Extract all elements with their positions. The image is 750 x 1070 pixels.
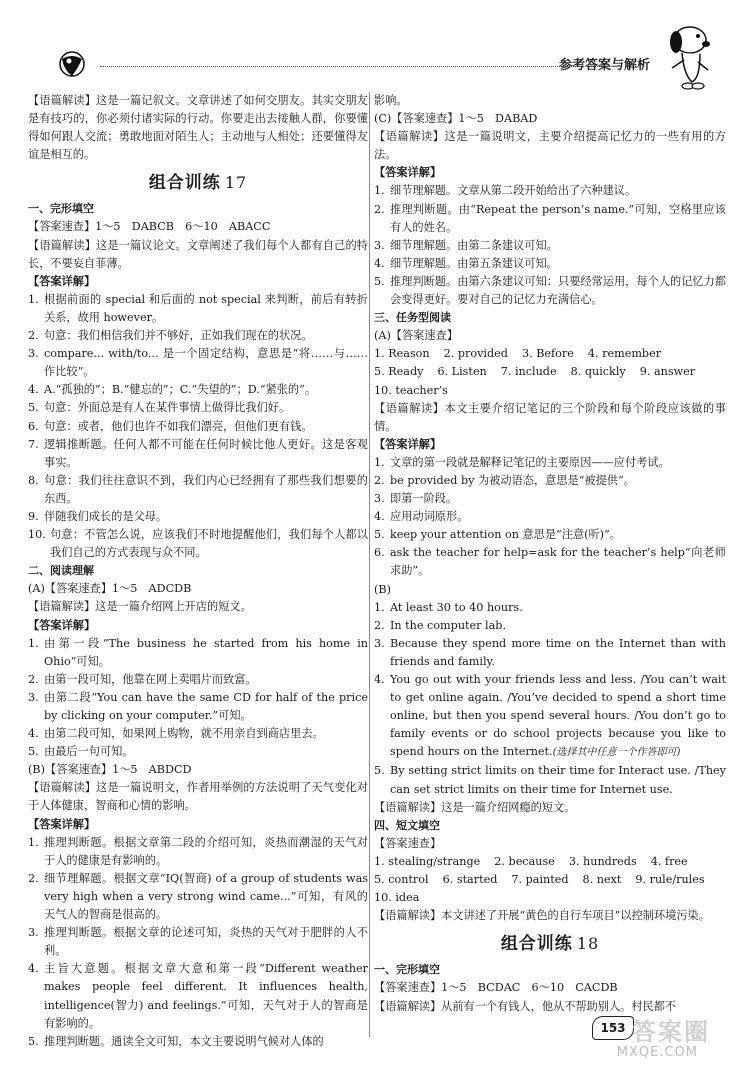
list-item: 4. 主旨大意题。根据文章大意和第一段“Different weather makes people feel different. It influences health, intelligence(智力) and feelings.”可知，天气对于人的智商是有影响的。 — [28, 962, 368, 1030]
task-a-explanations — [374, 454, 726, 581]
task-a-answers-row-2: 5. Ready 6. Listen 7. include 8. quickly 9. answer — [374, 365, 696, 379]
list-item: 1. 由第一段“The business he started from his home in Ohio”可知。 — [28, 636, 368, 668]
list-item: 3. compare... with/to... 是一个固定结构，意思是“将……与……作比较”。 — [28, 347, 368, 379]
list-item: 4. 由第二段可知，如果网上购物，就不用亲自到商店里去。 — [28, 727, 324, 741]
intro-passage: 【语篇解读】这是一篇记叙文。文章讲述了如何交朋友。其实交朋友是有技巧的，你必须付诸实际的行动。你要走出去接触人群，你要懂得如何跟人交流；勇敢地面对陌生人；主动地与人相处；还要懂得友谊是相互的。 — [28, 94, 368, 162]
list-item: 1. At least 30 to 40 hours. — [374, 600, 523, 614]
list-item: 3. 由第二段“You can have the same CD for half of the price by clicking on your computer.”可知。 — [28, 690, 368, 722]
task-a-answers-row-1: 1. Reason 2. provided 3. Before 4. remember — [374, 347, 662, 361]
list-item: 3. Because they spend more time on the Internet than with friends and family. — [374, 636, 726, 668]
list-item: 2. 推理判断题。由“Repeat the person’s name.”可知，空格里应该有人的姓名。 — [374, 202, 726, 234]
header-title: 参考答案与解析 — [558, 58, 650, 73]
cloze-detail-label: 【答案详解】 — [28, 274, 96, 288]
list-item: 1. 根据前面的 special 和后面的 not special 来判断，前后有转折关系，故用 however。 — [28, 292, 368, 324]
list-item: 4. You go out with your friends less and less. /You can’t wait to get online again. /You’ve decided to spend a short time online, but then you spend several hours. /You don’t go to family events or do school projects because you like to spend hours on the Internet.(选择其中任意一个作答即可) — [374, 673, 726, 759]
reading-b-answers: (B)【答案速查】1～5 ABDCD — [28, 763, 192, 777]
list-item: 3. 细节理解题。由第二条建议可知。 — [374, 238, 558, 252]
watermark-url: MXQE.COM — [616, 1045, 698, 1060]
list-item: 3. 即第一阶段。 — [374, 492, 458, 506]
list-item: 5. 句意：外面总是有人在某件事情上做得比我们好。 — [28, 401, 291, 415]
list-item: 4. 细节理解题。由第五条建议可知。 — [374, 256, 558, 270]
list-item: 8. 句意：我们往往意识不到，我们内心已经拥有了那些我们想要的东西。 — [28, 473, 368, 505]
fill-blank-answers-label: 【答案速查】 — [374, 836, 442, 850]
fill-blank-row-3: 10. idea — [374, 891, 420, 905]
list-item: 10. 句意：不管怎么说，应该我们不时地提醒他们，我们每个人都以我们自己的方式表现与众不同。 — [28, 528, 368, 560]
task-a-note: 【语篇解读】本文主要介绍记笔记的三个阶段和每个阶段应该做的事情。 — [374, 401, 726, 433]
reading-a-note: 【语篇解读】这是一篇介绍网上开店的短文。 — [28, 600, 252, 614]
list-item: 5. keep your attention on 意思是“注意(听)”。 — [374, 528, 621, 542]
task-b-note: 【语篇解读】这是一篇介绍网瘾的短文。 — [374, 800, 576, 814]
page-number: 153 — [592, 1016, 634, 1040]
task-b-label: (B) — [374, 582, 391, 596]
snoopy-mascot-icon — [654, 20, 724, 100]
list-item: 5. By setting strict limits on their time for Interact use. /They can set strict limits on their time for Internet use. — [374, 764, 726, 796]
fill-blank-row-2: 5. control 6. started 7. painted 8. next 9. rule/rules — [374, 873, 705, 887]
cloze-note-18: 【语篇解读】从前有一个有钱人，他从不帮助别人。村民都不 — [374, 999, 677, 1013]
reading-c-detail-label: 【答案详解】 — [374, 166, 442, 180]
reading-a-answers: (A)【答案速查】1～5 ADCDB — [28, 582, 192, 596]
cloze-explanations — [28, 291, 368, 562]
section-heading-18 — [374, 931, 726, 957]
reading-c-note: 【语篇解读】这是一篇说明文，主要介绍提高记忆力的一些有用的方法。 — [374, 130, 726, 162]
list-item: 1. 细节理解题。文章从第二段开始给出了六种建议。 — [374, 184, 637, 198]
task-b-answers — [374, 599, 726, 799]
list-item: 5. 推理判断题。通读全文可知，本文主要说明气候对人体的 — [28, 1034, 324, 1048]
list-item: 5. 推理判断题。由第六条建议可知：只要经常运用，每个人的记忆力都会变得更好。要对自己的记忆力充满信心。 — [374, 274, 726, 307]
list-item: 2. 句意：我们相信我们并不够好，正如我们现在的状况。 — [28, 329, 313, 343]
list-item: 4. A.“孤独的”；B.“健忘的”；C.“失望的”；D.“紧张的”。 — [28, 383, 317, 397]
header-rule — [100, 66, 610, 67]
ball-icon — [58, 50, 86, 78]
heading-number: 17 — [224, 173, 248, 193]
list-item: 2. 细节理解题。根据文章“IQ(智商) of a group of students was very high when a very strong wind came...”可知，有风的天气人的智商是很高的。 — [28, 871, 368, 922]
list-item: 6. 句意：或者，他们也许不如我们漂亮，但他们更有钱。 — [28, 419, 313, 433]
cloze-passage-note: 【语篇解读】这是一篇议论文。文章阐述了我们每个人都有自己的特长，不要妄自菲薄。 — [28, 238, 368, 270]
reading-a-explanations — [28, 635, 368, 762]
reading-c-explanations — [374, 182, 726, 309]
task-a-answers-row-3: 10. teacher’s — [374, 383, 448, 397]
cloze-answers: 【答案速查】1～5 DABCB 6～10 ABACC — [28, 220, 271, 234]
heading-text: 组合训练 — [148, 173, 221, 194]
left-column — [28, 92, 368, 1051]
column-divider — [369, 92, 370, 1037]
reading-c-answers: (C)【答案速查】1～5 DABAD — [374, 112, 538, 126]
cloze-answers-18: 【答案速查】1～5 BCDAC 6～10 CACDB — [374, 981, 618, 995]
list-item: 1. 推理判断题。根据文章第二段的介绍可知，炎热而潮湿的天气对于人的健康是有影响的。 — [28, 835, 368, 867]
list-item: 2. In the computer lab. — [374, 618, 507, 632]
continued-text: 影响。 — [374, 94, 408, 107]
reading-b-detail-label: 【答案详解】 — [28, 817, 96, 831]
answer-note: (选择其中任意一个作答即可) — [552, 747, 681, 759]
list-item: 4. 应用动词原形。 — [374, 510, 469, 524]
list-item: 2. 由第一段可知，他靠在网上卖唱片而致富。 — [28, 672, 257, 686]
fill-blank-heading: 四、短文填空 — [374, 818, 440, 832]
task-a-answers-label: (A)【答案速查】 — [374, 329, 458, 343]
reading-b-note: 【语篇解读】这是一篇说明文，作者用举例的方法说明了天气变化对于人体健康，智商和心情的影响。 — [28, 781, 368, 813]
cloze-heading-18: 一、完形填空 — [374, 963, 440, 977]
watermark-logo: 答案圈 — [632, 1018, 710, 1046]
list-item: 5. 由最后一句可知。 — [28, 745, 134, 759]
cloze-heading: 一、完形填空 — [28, 202, 94, 216]
list-item: 9. 伴随我们成长的是父母。 — [28, 509, 168, 523]
reading-heading: 二、阅读理解 — [28, 564, 94, 578]
right-column — [374, 92, 726, 1016]
list-item: 6. ask the teacher for help=ask for the teacher’s help“向老师求助”。 — [374, 546, 726, 578]
fill-blank-row-1: 1. stealing/strange 2. because 3. hundreds 4. free — [374, 854, 688, 868]
fill-blank-note: 【语篇解读】本文讲述了开展“黄色的自行车项目”以控制环境污染。 — [374, 909, 710, 923]
page-header — [40, 40, 730, 100]
task-a-detail-label: 【答案详解】 — [374, 437, 442, 451]
list-item: 7. 逻辑推断题。任何人都不可能在任何时候比他人更好。这是客观事实。 — [28, 437, 368, 469]
section-heading-17 — [28, 170, 368, 196]
heading-number: 18 — [576, 934, 600, 954]
list-item: 3. 推理判断题。根据文章的论述可知，炎热的天气对于肥胖的人不利。 — [28, 926, 368, 958]
list-item: 1. 文章的第一段就是解释记笔记的主要原因——应付考试。 — [374, 455, 670, 469]
reading-b-explanations — [28, 834, 368, 1051]
reading-a-detail-label: 【答案详解】 — [28, 618, 96, 632]
heading-text: 组合训练 — [500, 934, 573, 955]
task-reading-heading: 三、任务型阅读 — [374, 311, 451, 325]
list-item: 2. be provided by 为被动语态，意思是“被提供”。 — [374, 473, 635, 487]
